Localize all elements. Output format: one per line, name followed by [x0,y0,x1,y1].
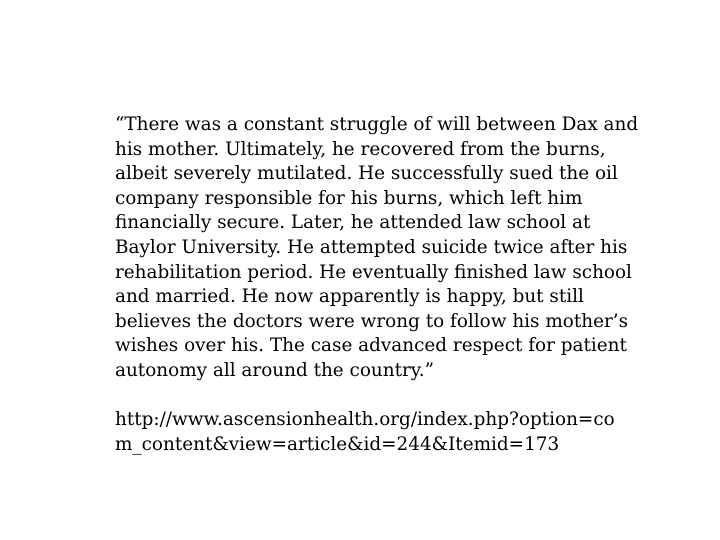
quote-line: financially secure. Later, he attended law school at [115,212,591,234]
quote-line: albeit severely mutilated. He successfully sued the oil [115,163,618,185]
quote-line: Baylor University. He attempted suicide twice after his [115,236,628,258]
quote-line: and married. He now apparently is happy, but still [115,286,584,308]
slide-text-body [115,113,639,457]
paragraph-gap [115,384,605,409]
source-url-line: m_content&view=article&id=244&Itemid=173 [115,433,560,455]
quote-line: his mother. Ultimately, he recovered from the burns, [115,138,606,160]
quote-line: “There was a constant struggle of will between Dax and [115,114,639,135]
quote-line: believes the doctors were wrong to follow his mother’s [115,310,629,332]
source-url [115,408,615,457]
quote-line: autonomy all around the country.” [115,359,434,381]
source-url-line: http://www.ascensionhealth.org/index.php?option=co [115,409,615,431]
quote-line: rehabilitation period. He eventually finished law school [115,261,632,283]
quote-line: wishes over his. The case advanced respect for patient [115,335,627,357]
quote-paragraph [115,113,639,384]
quote-line: company responsible for his burns, which left him [115,187,583,209]
